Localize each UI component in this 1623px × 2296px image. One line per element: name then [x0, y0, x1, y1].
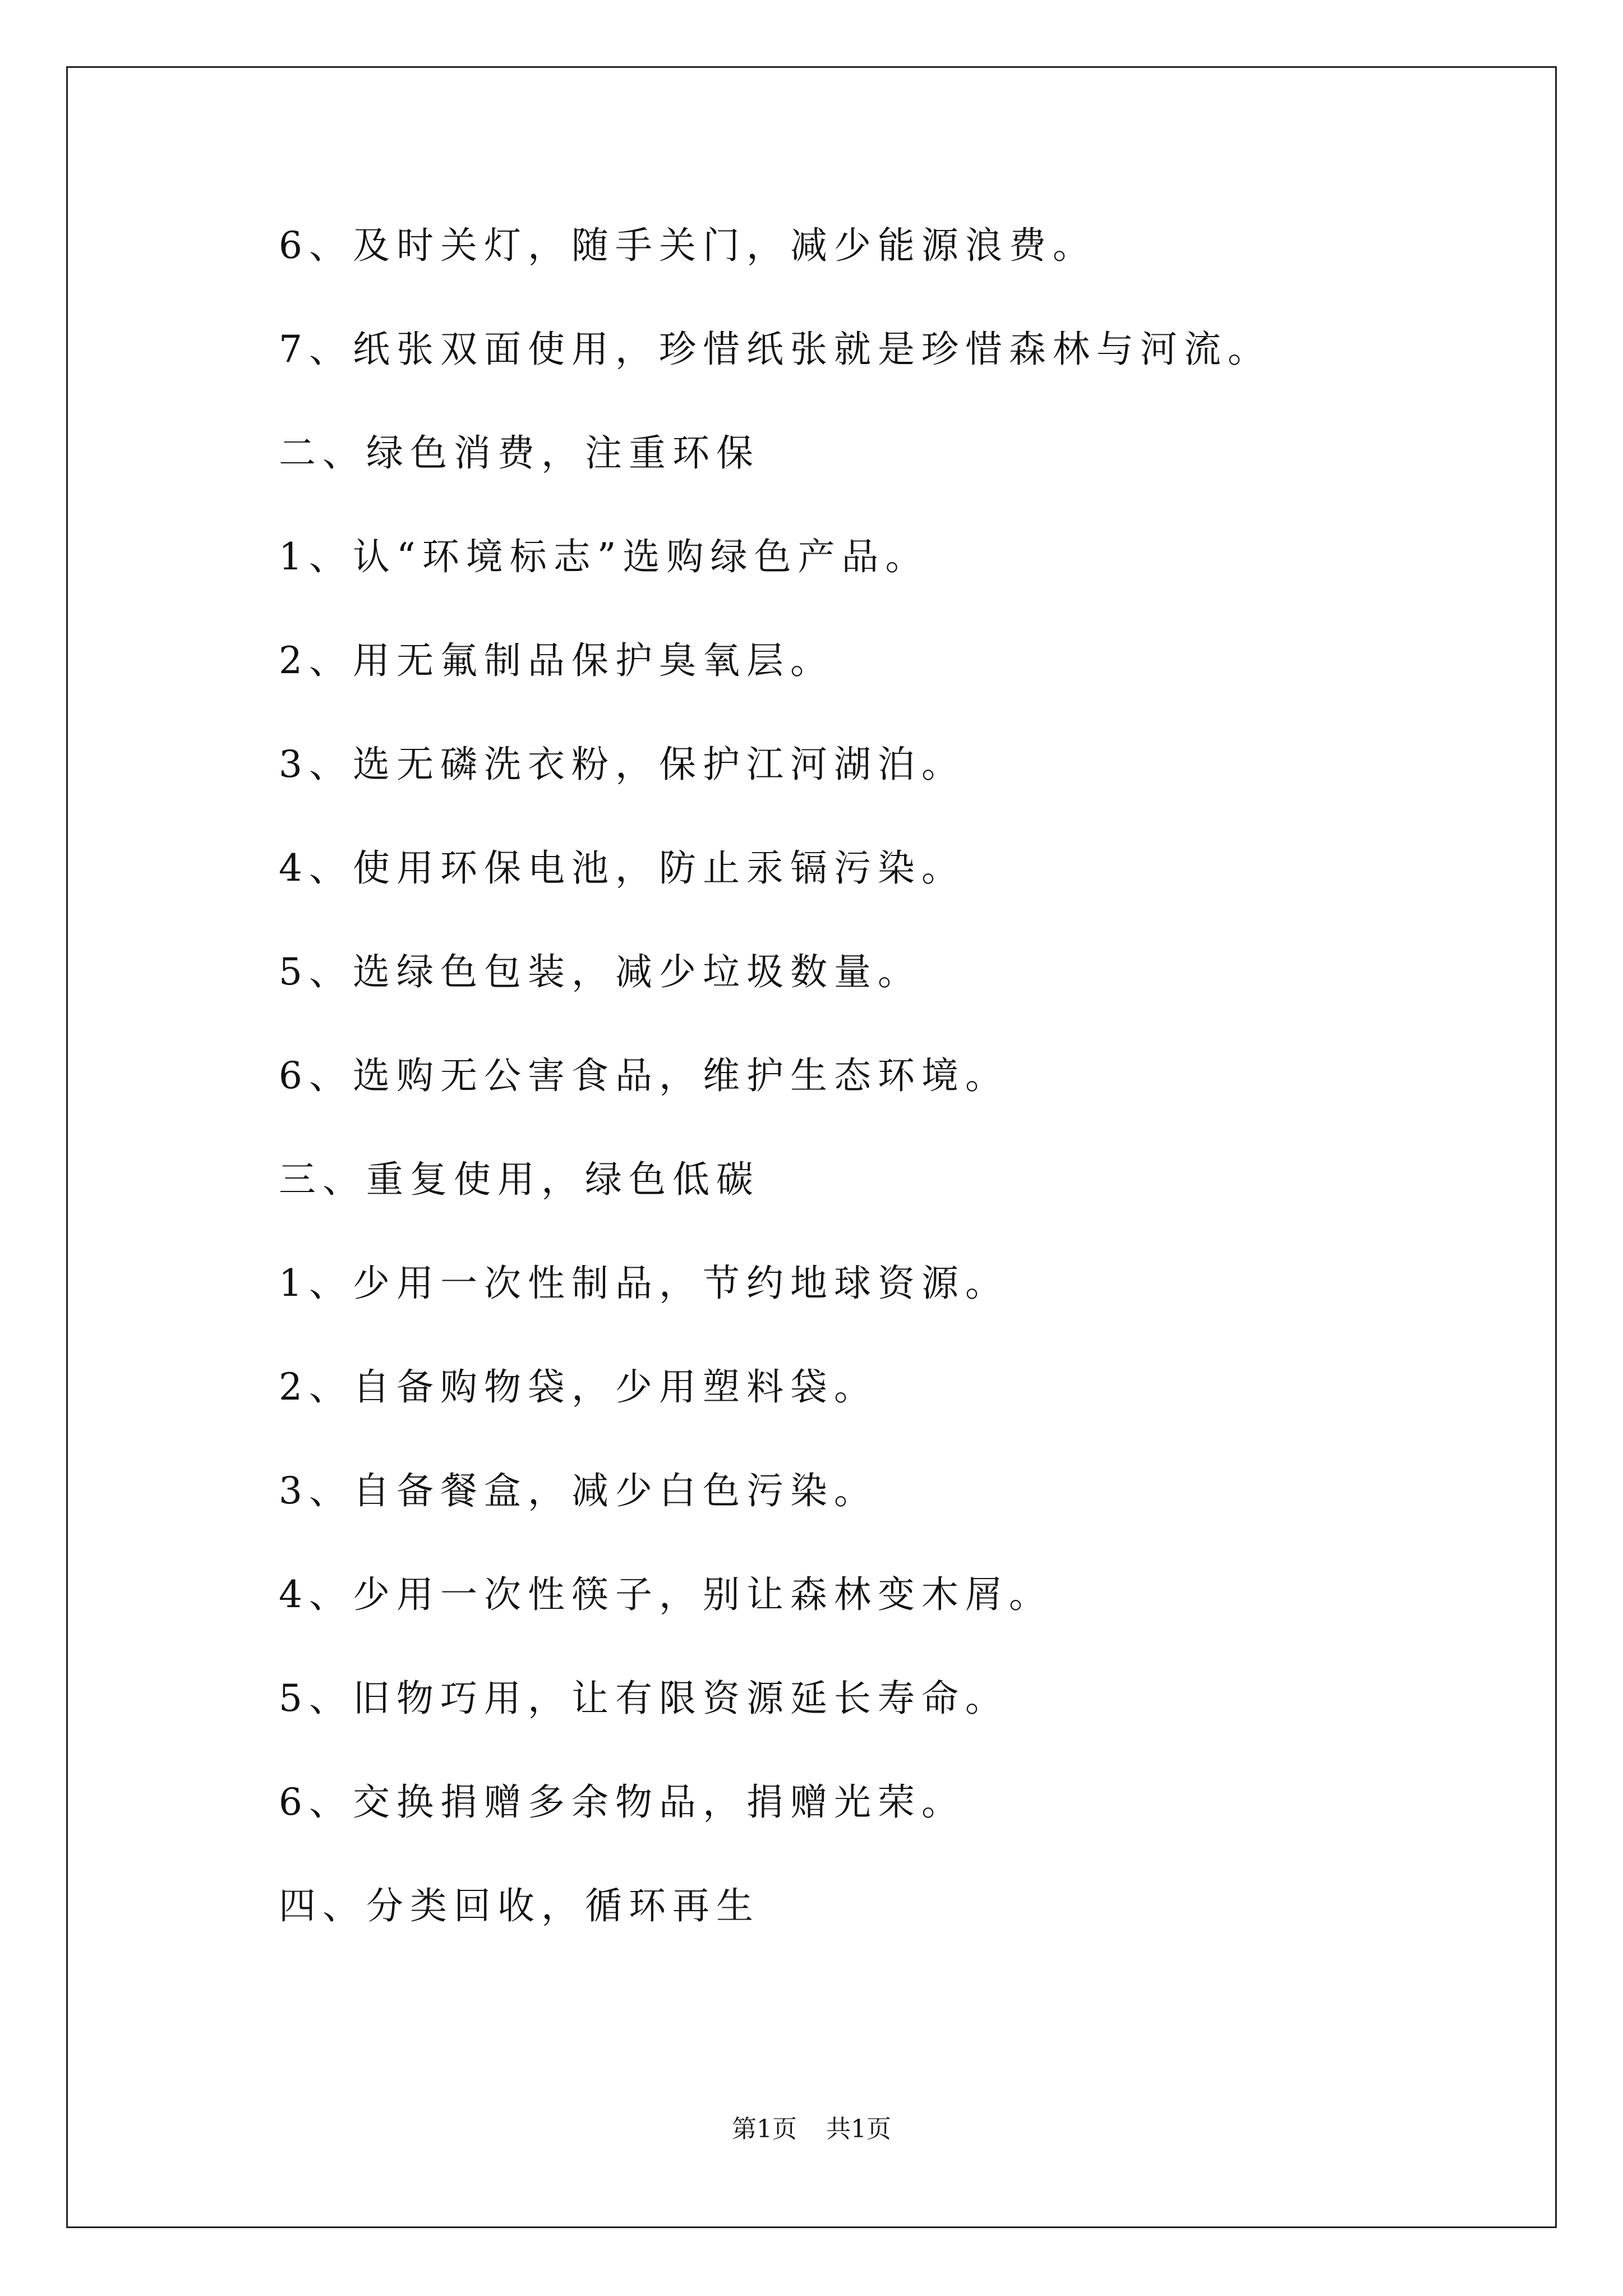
text-line: 6、选购无公害食品，维护生态环境。	[279, 1054, 1009, 1097]
text-line: 1、少用一次性制品，节约地球资源。	[279, 1262, 1009, 1305]
text-line: 3、自备餐盒，减少白色污染。	[279, 1469, 878, 1512]
text-line: 5、旧物巧用，让有限资源延长寿命。	[279, 1677, 1009, 1720]
section-heading: 四、分类回收，循环再生	[279, 1884, 760, 1927]
text-line: 6、交换捐赠多余物品，捐赠光荣。	[279, 1780, 965, 1824]
page-total: 共1页	[826, 2115, 891, 2143]
page-number: 第1页	[732, 2115, 797, 2143]
text-line: 2、自备购物袋，少用塑料袋。	[279, 1365, 878, 1409]
text-line: 2、用无氟制品保护臭氧层。	[279, 639, 834, 682]
text-line: 6、及时关灯，随手关门，减少能源浪费。	[279, 224, 1096, 267]
section-heading: 二、绿色消费，注重环保	[279, 431, 760, 475]
text-line: 3、选无磷洗衣粉，保护江河湖泊。	[279, 743, 965, 786]
section-heading: 三、重复使用，绿色低碳	[279, 1158, 760, 1201]
text-line: 5、选绿色包装，减少垃圾数量。	[279, 950, 921, 993]
text-line: 1、认“环境标志”选购绿色产品。	[279, 535, 929, 578]
page-footer	[0, 2114, 1623, 2145]
document-body	[279, 223, 1484, 1987]
text-line: 4、少用一次性筷子，别让森林变木屑。	[279, 1573, 1053, 1616]
text-line: 7、纸张双面使用，珍惜纸张就是珍惜森林与河流。	[279, 328, 1271, 371]
text-line: 4、使用环保电池，防止汞镉污染。	[279, 846, 965, 890]
